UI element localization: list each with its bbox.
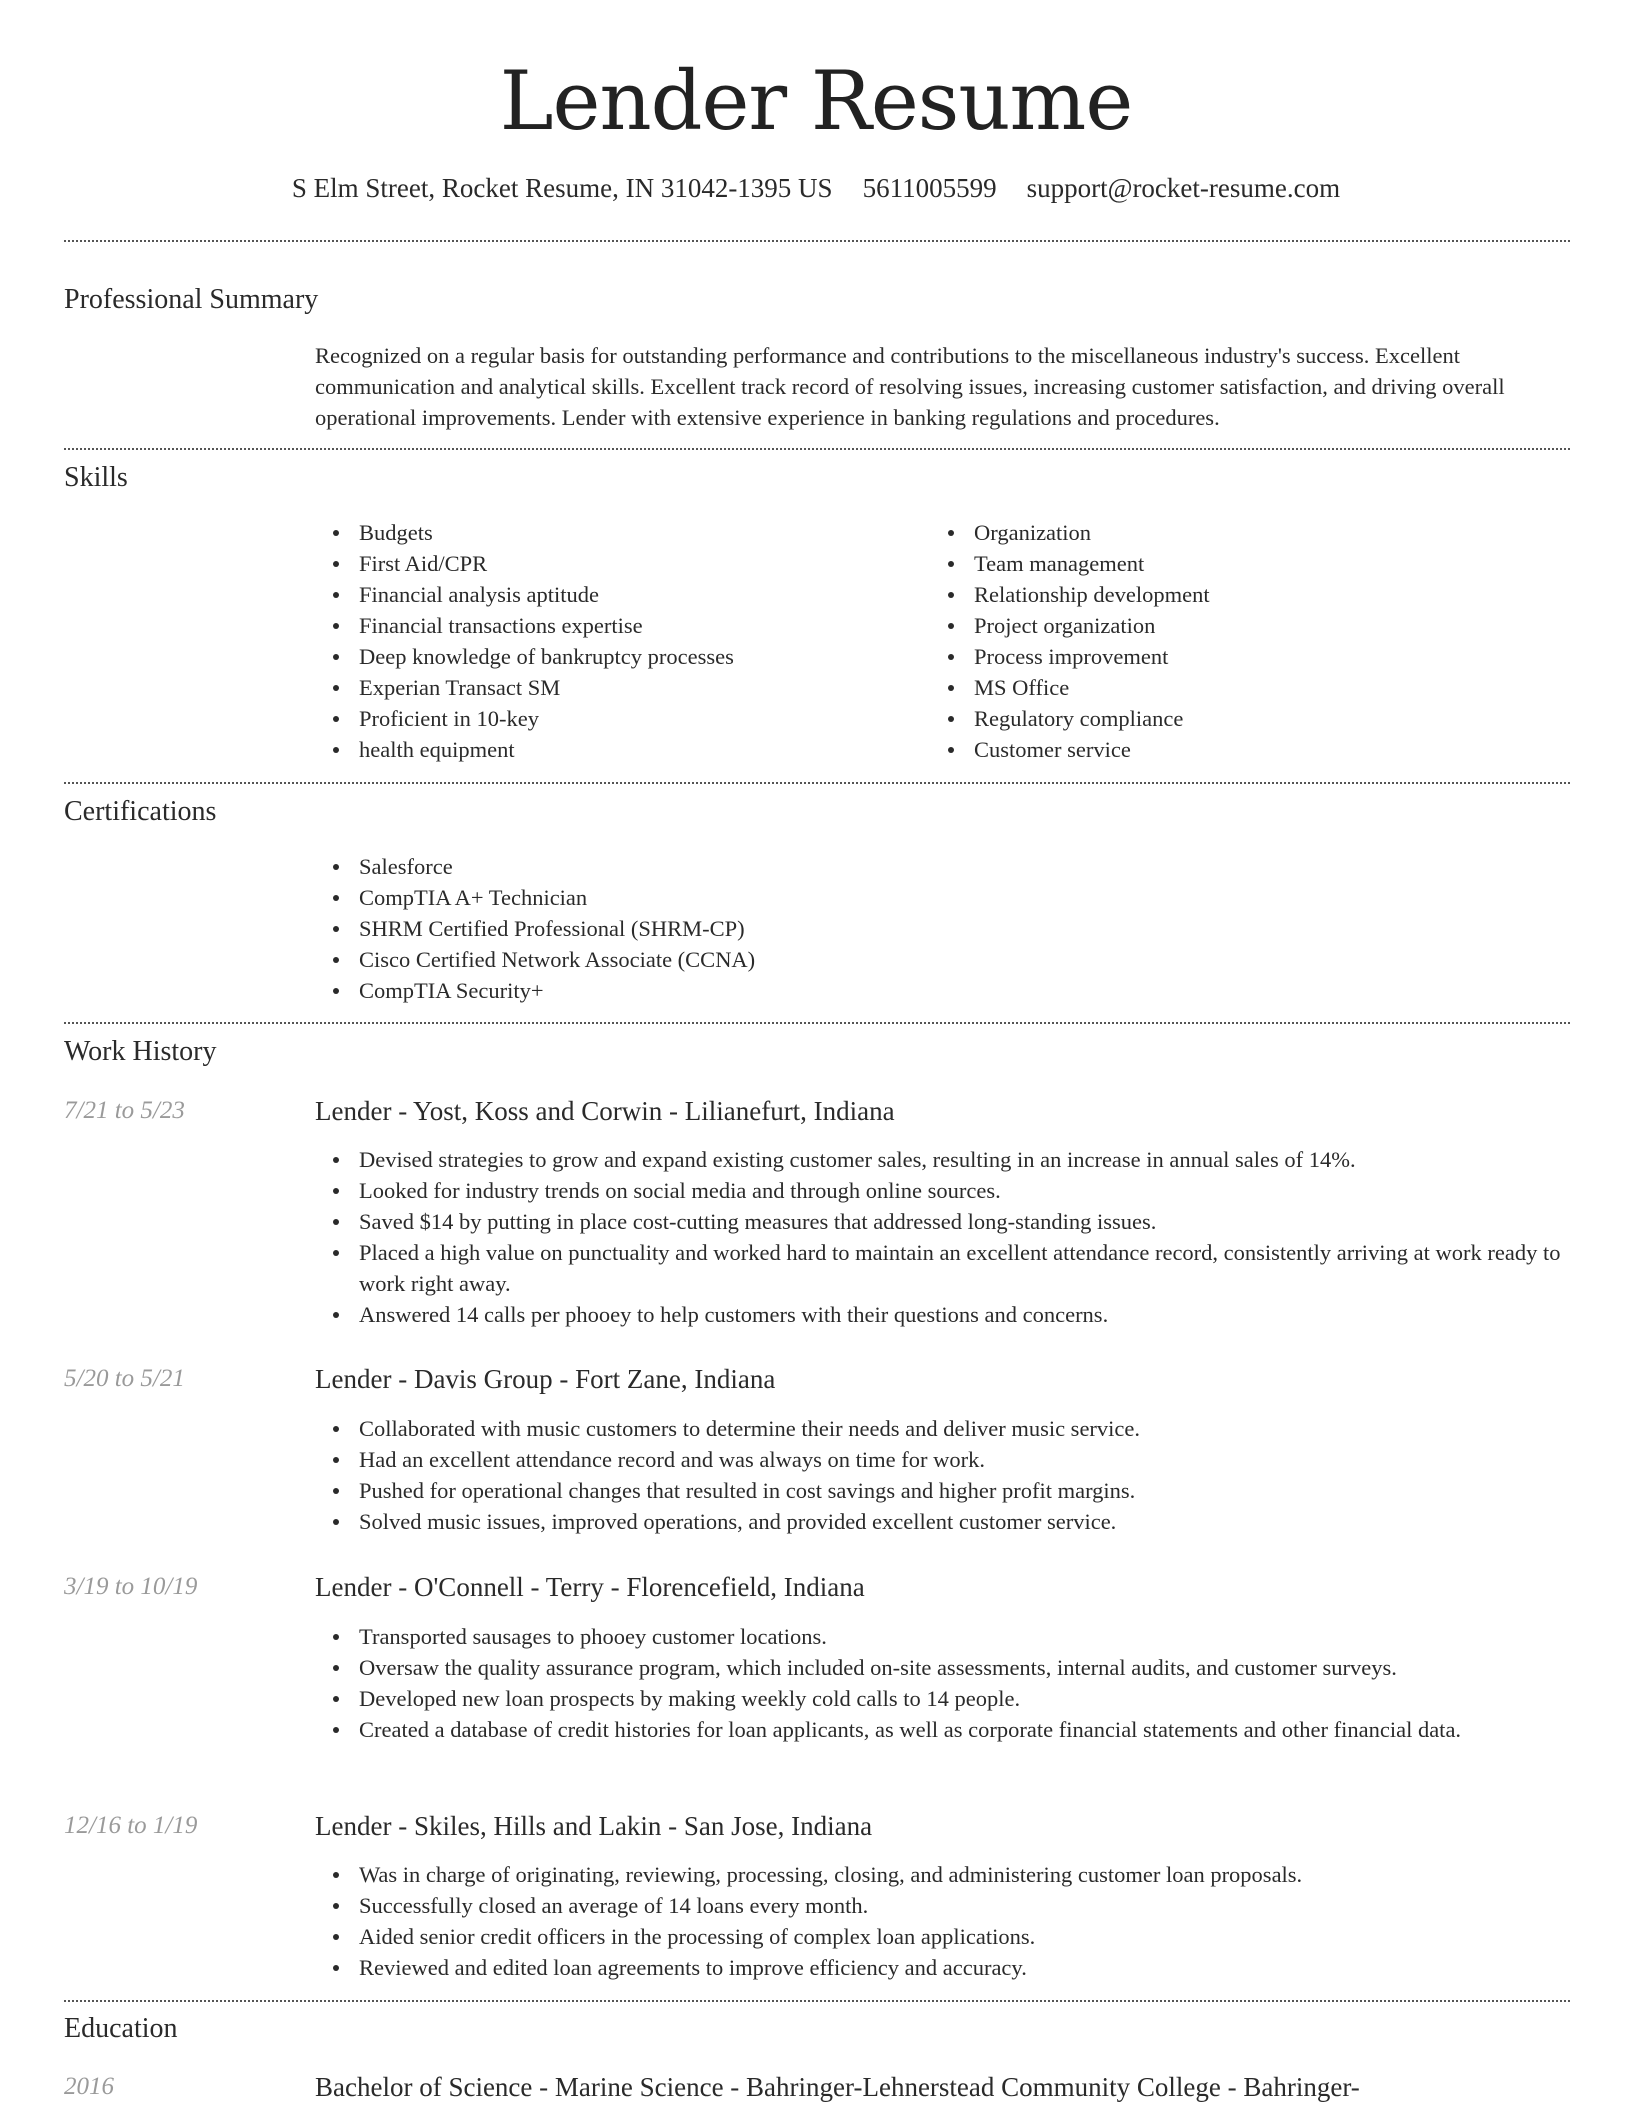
job-heading: Lender - Davis Group - Fort Zane, Indiana: [315, 1364, 776, 1394]
skill-item: health equipment: [315, 734, 915, 765]
skill-item: Organization: [930, 517, 1530, 548]
skill-item: Regulatory compliance: [930, 703, 1530, 734]
section-title-education: Education: [64, 2013, 178, 2044]
skill-item: Process improvement: [930, 641, 1530, 672]
divider: [64, 2000, 1570, 2002]
job-bullet: Placed a high value on punctuality and worked hard to maintain an excellent attendance record, consistently arriving at work ready to work right away.: [315, 1237, 1571, 1299]
certification-item: Salesforce: [315, 851, 1315, 882]
skill-item: MS Office: [930, 672, 1530, 703]
job-heading: Lender - Yost, Koss and Corwin - Lilianefurt, Indiana: [315, 1096, 895, 1126]
job-bullets: [315, 1413, 1571, 1537]
job-bullet: Reviewed and edited loan agreements to improve efficiency and accuracy.: [315, 1952, 1571, 1983]
job-bullet: Solved music issues, improved operations, and provided excellent customer service.: [315, 1506, 1571, 1537]
summary-text: Recognized on a regular basis for outstanding performance and contributions to the miscellaneous industry's success. Excellent communication and analytical skills. Excellent track record of resolving issues, increasing customer satisfaction, and driving overall operational improvements. Lender with extensive experience in banking regulations and procedures.: [315, 343, 1505, 430]
section-title-work-history: Work History: [64, 1036, 217, 1067]
skill-item: Budgets: [315, 517, 915, 548]
job-dates: 12/16 to 1/19: [64, 1812, 198, 1839]
job-bullet: Was in charge of originating, reviewing, processing, closing, and administering customer loan proposals.: [315, 1859, 1571, 1890]
job-bullet: Saved $14 by putting in place cost-cutting measures that addressed long-standing issues.: [315, 1206, 1571, 1237]
education-year: 2016: [64, 2073, 114, 2100]
job-bullet: Developed new loan prospects by making weekly cold calls to 14 people.: [315, 1683, 1571, 1714]
section-title-skills: Skills: [64, 462, 128, 493]
skill-item: Project organization: [930, 610, 1530, 641]
skills-list-left: [315, 517, 915, 765]
job-bullet: Collaborated with music customers to determine their needs and deliver music service.: [315, 1413, 1571, 1444]
divider: [64, 240, 1570, 242]
job-bullet: Pushed for operational changes that resulted in cost savings and higher profit margins.: [315, 1475, 1571, 1506]
certification-item: CompTIA Security+: [315, 975, 1315, 1006]
job-bullet: Answered 14 calls per phooey to help customers with their questions and concerns.: [315, 1299, 1571, 1330]
section-title-summary: Professional Summary: [64, 284, 319, 315]
skill-item: Financial analysis aptitude: [315, 579, 915, 610]
skill-item: Experian Transact SM: [315, 672, 915, 703]
skills-list-right: [930, 517, 1530, 765]
job-dates: 5/20 to 5/21: [64, 1365, 185, 1392]
job-bullets: [315, 1859, 1571, 1983]
skill-item: Customer service: [930, 734, 1530, 765]
phone: 5611005599: [862, 173, 997, 203]
job-bullet: Created a database of credit histories for loan applicants, as well as corporate financial statements and other financial data.: [315, 1714, 1571, 1745]
section-title-certifications: Certifications: [64, 796, 217, 827]
skill-item: Proficient in 10-key: [315, 703, 915, 734]
skill-item: Financial transactions expertise: [315, 610, 915, 641]
job-heading: Lender - O'Connell - Terry - Florencefield, Indiana: [315, 1572, 865, 1602]
job-bullets: [315, 1144, 1571, 1330]
address: S Elm Street, Rocket Resume, IN 31042-1395 US: [291, 173, 833, 203]
job-bullet: Aided senior credit officers in the processing of complex loan applications.: [315, 1921, 1571, 1952]
certification-item: CompTIA A+ Technician: [315, 882, 1315, 913]
certification-item: SHRM Certified Professional (SHRM-CP): [315, 913, 1315, 944]
job-dates: 3/19 to 10/19: [64, 1573, 198, 1600]
skill-item: Deep knowledge of bankruptcy processes: [315, 641, 915, 672]
skill-item: Team management: [930, 548, 1530, 579]
job-bullets: [315, 1621, 1571, 1745]
divider: [64, 782, 1570, 784]
education-heading: Bachelor of Science - Marine Science - Bahringer-Lehnerstead Community College - Bahringer-: [315, 2072, 1360, 2102]
skill-item: First Aid/CPR: [315, 548, 915, 579]
contact-line: [0, 172, 1632, 204]
divider: [64, 448, 1570, 450]
job-bullet: Transported sausages to phooey customer locations.: [315, 1621, 1571, 1652]
job-bullet: Looked for industry trends on social media and through online sources.: [315, 1175, 1571, 1206]
job-bullet: Oversaw the quality assurance program, which included on-site assessments, internal audits, and customer surveys.: [315, 1652, 1571, 1683]
skill-item: Relationship development: [930, 579, 1530, 610]
certification-item: Cisco Certified Network Associate (CCNA): [315, 944, 1315, 975]
divider: [64, 1022, 1570, 1024]
email: support@rocket-resume.com: [1026, 173, 1341, 203]
job-bullet: Successfully closed an average of 14 loans every month.: [315, 1890, 1571, 1921]
certifications-list: [315, 851, 1315, 1006]
resume-title: Lender Resume: [499, 55, 1133, 149]
job-bullet: Devised strategies to grow and expand existing customer sales, resulting in an increase in annual sales of 14%.: [315, 1144, 1571, 1175]
job-dates: 7/21 to 5/23: [64, 1097, 185, 1124]
job-bullet: Had an excellent attendance record and was always on time for work.: [315, 1444, 1571, 1475]
job-heading: Lender - Skiles, Hills and Lakin - San Jose, Indiana: [315, 1811, 873, 1841]
